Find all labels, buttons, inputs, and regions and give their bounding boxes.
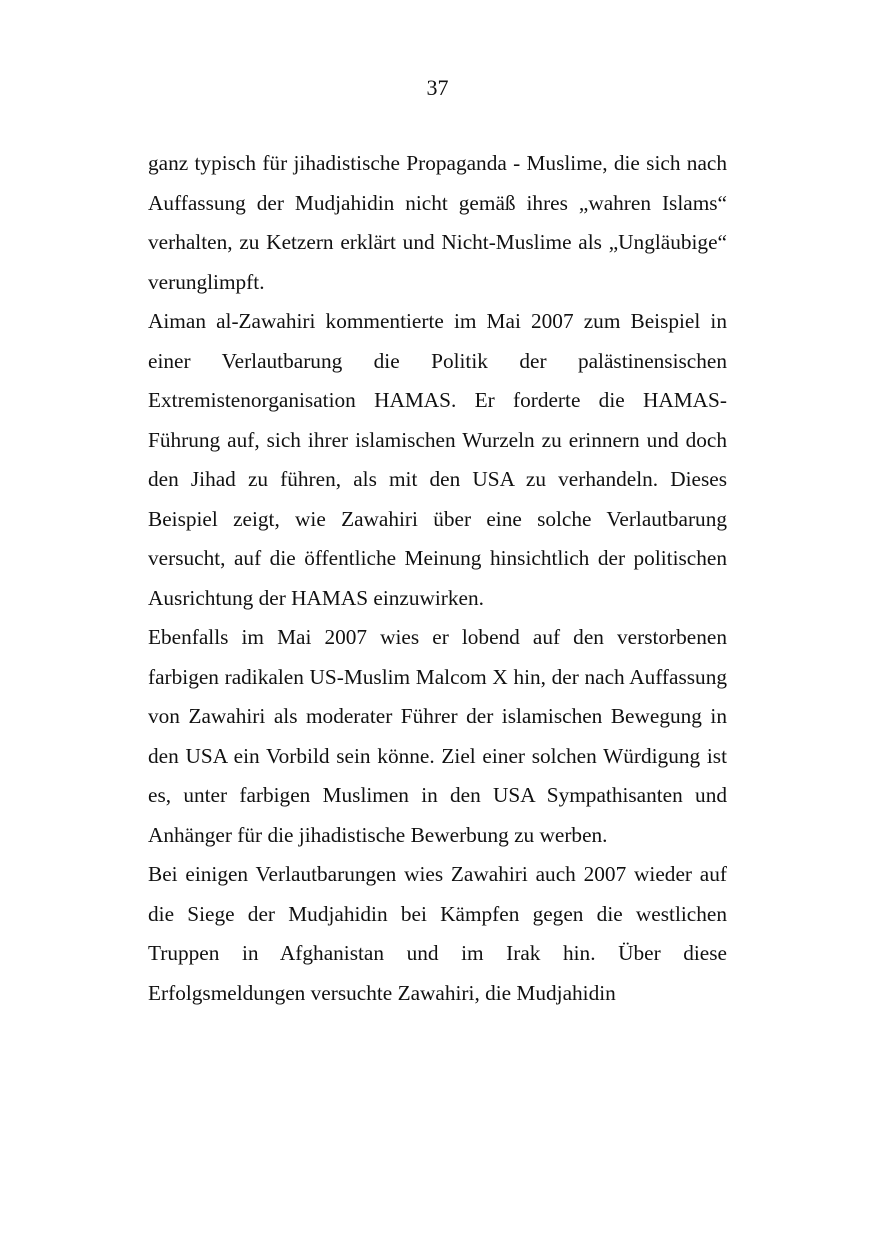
page-number: 37 xyxy=(426,75,449,100)
paragraph-3: Ebenfalls im Mai 2007 wies er lobend auf den verstorbenen farbigen radikalen US-Muslim Malcom X hin, der nach Auffassung von Zawahiri als moderater Führer der islamischen Bewegung in den USA ein Vorbild sein könne. Ziel einer solchen Würdigung ist es, unter farbigen Muslimen in den USA Sympathisanten und Anhänger für die jihadistische Bewerbung zu werben. xyxy=(148,625,727,847)
body-text xyxy=(148,144,727,1013)
paragraph-2: Aiman al-Zawahiri kommentierte im Mai 2007 zum Beispiel in einer Verlautbarung die Politik der palästinensischen Extremistenorganisation HAMAS. Er forderte die HAMAS-Führung auf, sich ihrer islamischen Wurzeln zu erinnern und doch den Jihad zu führen, als mit den USA zu verhandeln. Dieses Beispiel zeigt, wie Zawahiri über eine solche Verlautbarung versucht, auf die öffentliche Meinung hinsichtlich der politischen Ausrichtung der HAMAS einzuwirken. xyxy=(148,309,727,610)
paragraph-4: Bei einigen Verlautbarungen wies Zawahiri auch 2007 wieder auf die Siege der Mudjahidin bei Kämpfen gegen die westlichen Truppen in Afghanistan und im Irak hin. Über diese Erfolgsmeldungen versuchte Zawahiri, die Mudjahidin xyxy=(148,862,727,1005)
paragraph-1: ganz typisch für jihadistische Propaganda - Muslime, die sich nach Auffassung der Mudjahidin nicht gemäß ihres „wahren Islams“ verhalten, zu Ketzern erklärt und Nicht-Muslime als „Ungläubige“ verunglimpft. xyxy=(148,151,727,294)
